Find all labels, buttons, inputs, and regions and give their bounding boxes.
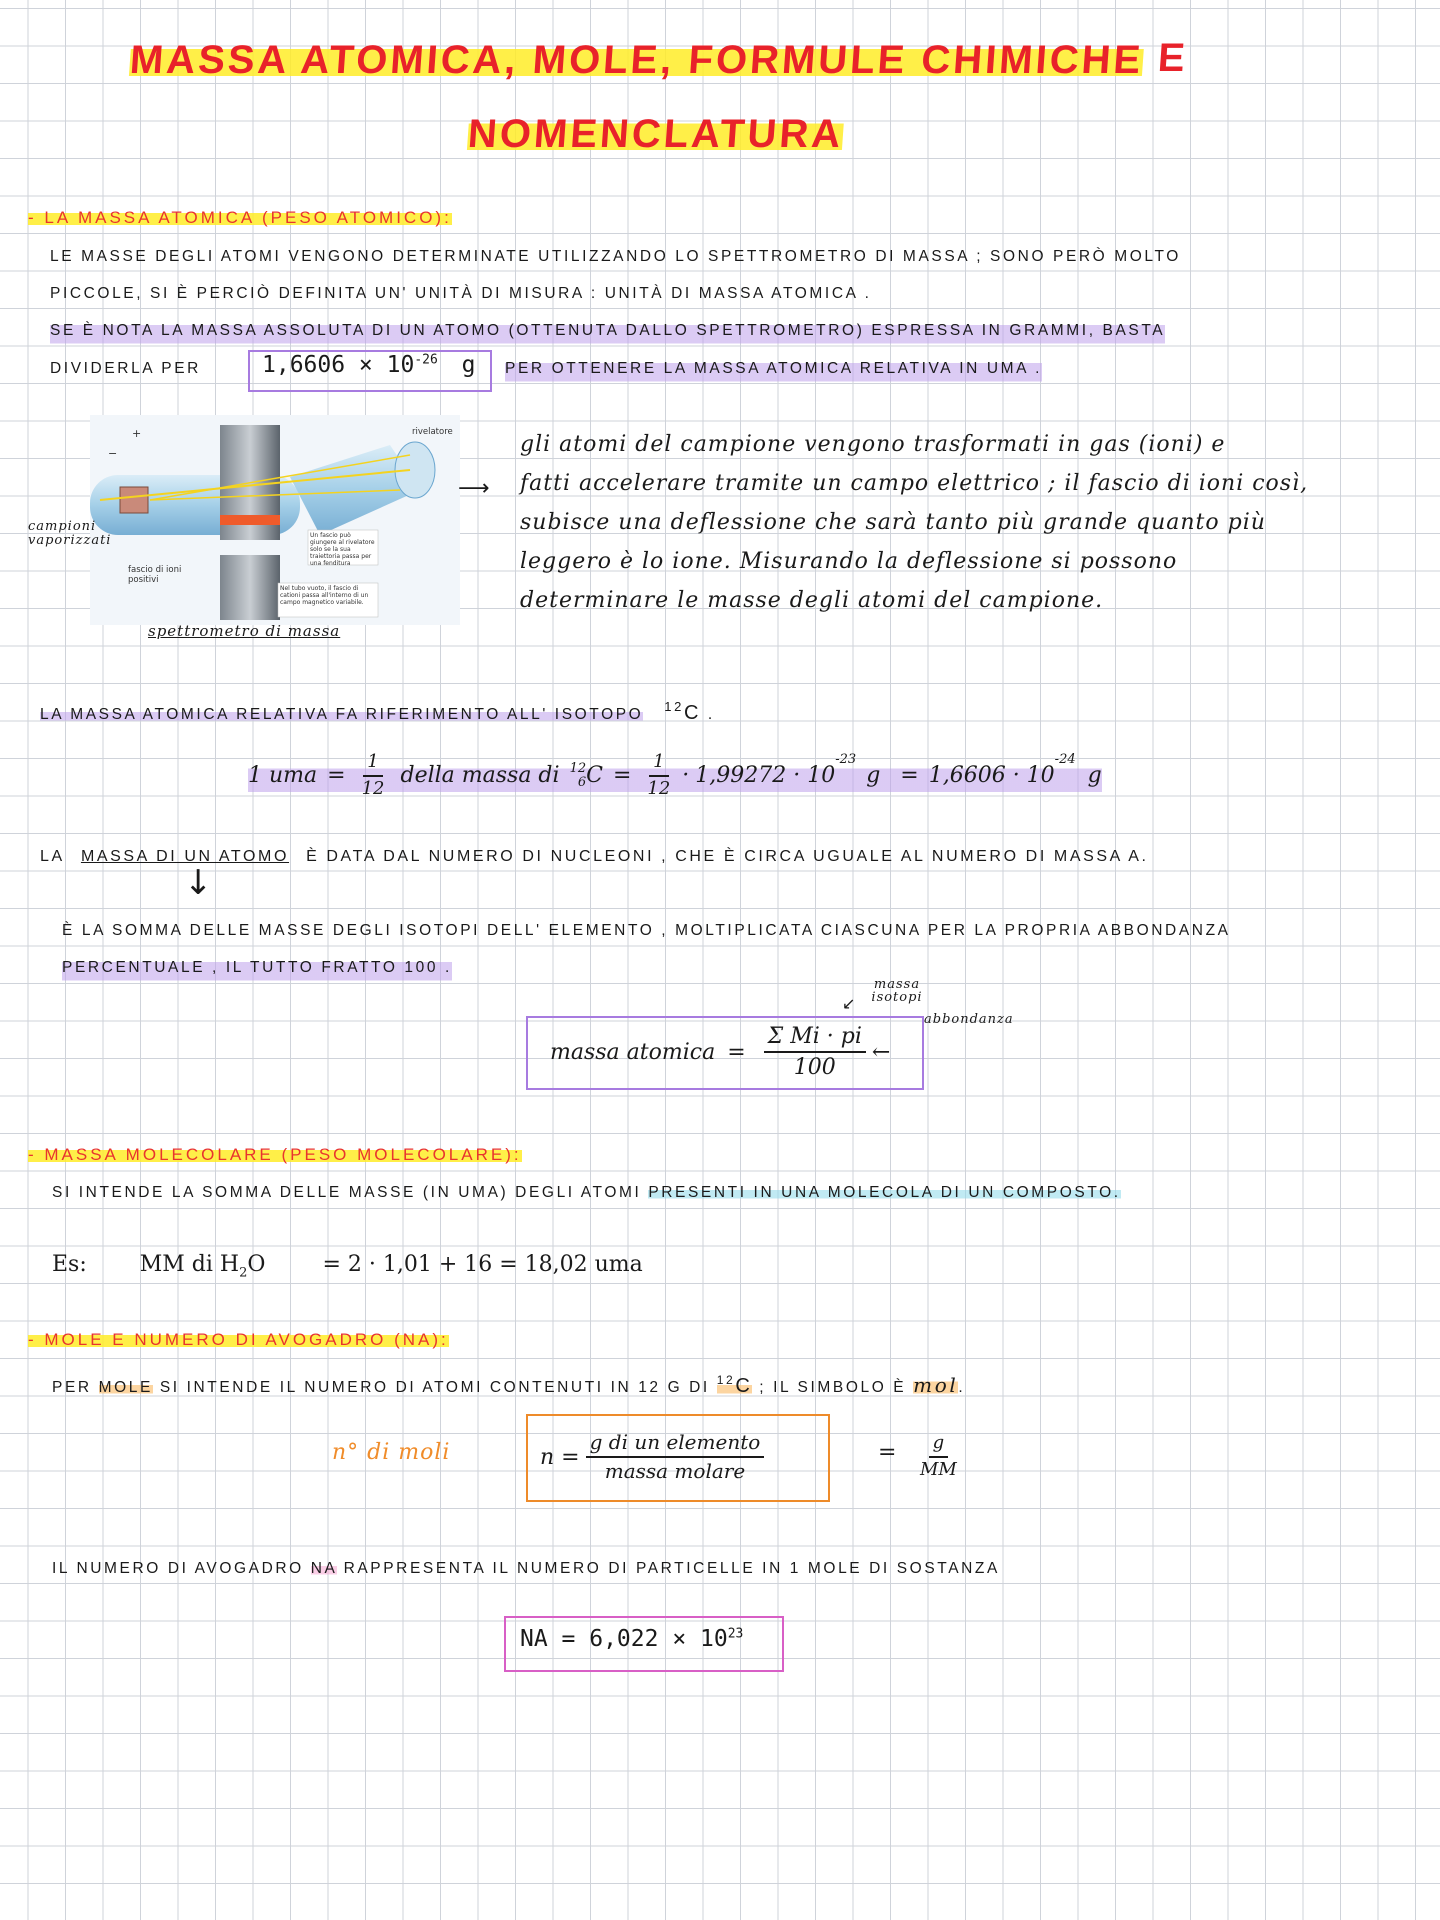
minus-sign: − <box>108 447 118 460</box>
note-arrow-icon: ↙ <box>842 994 856 1013</box>
para1-line1: LE MASSE DEGLI ATOMI VENGONO DETERMINATE UTILIZZANDO LO SPETTROMETRO DI MASSA ; SONO PERÒ MOLTO <box>50 248 1181 265</box>
para2-pre: DIVIDERLA PER <box>50 360 201 377</box>
relativa-line: LA MASSA ATOMICA RELATIVA FA RIFERIMENTO ALL' ISOTOPO $^{12}$C . <box>40 699 715 724</box>
desc-line: gli atomi del campione vengono trasformati in gas (ioni) e <box>520 432 1226 457</box>
avogadro-formula: NA = $6,022 \times 10^{23}$ <box>520 1626 744 1652</box>
note-massa-isotopi: massa isotopi <box>871 977 923 1005</box>
spectrometer-description <box>520 425 1420 620</box>
molecolare-definition: SI INTENDE LA SOMMA DELLE MASSE (IN UMA) DEGLI ATOMI PRESENTI IN UNA MOLECOLA DI UN COMPOSTO. <box>52 1184 1121 1201</box>
n-moli-label: n° di moli <box>332 1440 451 1465</box>
molecolare-example: Es: MM di $H_2O = 2 \cdot 1,01 + 16 = 18,02$ uma <box>52 1252 643 1281</box>
somma-paragraph <box>62 912 1432 986</box>
label-rivelatore: rivelatore <box>412 427 453 437</box>
massa-atomica-formula: massa atomica = $\frac{\text{Σ Mi · pi}}{100}$ ← <box>550 1023 891 1080</box>
annotation-campioni: campioni vaporizzati <box>28 519 112 548</box>
desc-line: subisce una deflessione che sarà tanto più grande quanto più <box>520 510 1266 535</box>
avogadro-definition: IL NUMERO DI AVOGADRO NA RAPPRESENTA IL NUMERO DI PARTICELLE IN 1 MOLE DI SOSTANZA <box>52 1560 1000 1577</box>
spectrometer-illustration <box>90 415 460 625</box>
spectrometer-figure <box>90 415 460 625</box>
desc-line: leggero è lo ione. Misurando la deflessione si possono <box>520 549 1178 574</box>
section-heading-massa-molecolare: - MASSA MOLECOLARE (PESO MOLECOLARE): <box>28 1145 522 1164</box>
uma-definition-formula: 1 uma = $\frac{1}{12}$ della massa di 12 6 C = $\frac{1}{12}$ · 1,99272 · 10 $^{-23}$ g = 1,6606 · 10 $^{-24}$ g <box>248 751 1102 799</box>
page-title-line2: NOMENCLATURA <box>466 112 845 156</box>
somma-line1: È LA SOMMA DELLE MASSE DEGLI ISOTOPI DELL' ELEMENTO , MOLTIPLICATA CIASCUNA PER LA PROPRIA ABBONDANZA <box>62 922 1231 939</box>
mole-definition: PER MOLE SI INTENDE IL NUMERO DI ATOMI CONTENUTI IN 12 G DI $^{12}$C ; IL SIMBOLO È mol. <box>52 1373 966 1397</box>
uma-value: $1,6606 \times 10^{-26}$ g <box>262 352 476 378</box>
arrow-down-icon: ↓ <box>184 863 213 903</box>
para2-line1: SE È NOTA LA MASSA ASSOLUTA DI UN ATOMO (OTTENUTA DALLO SPETTROMETRO) ESPRESSA IN GRAMMI, BASTA <box>50 312 1165 349</box>
desc-line: fatti accelerare tramite un campo elettrico ; il fascio di ioni così, <box>520 471 1309 496</box>
section-heading-mole: - MOLE E NUMERO DI AVOGADRO (NA): <box>28 1330 449 1349</box>
massa-atomica-paragraph-1 <box>50 238 1430 349</box>
figure-caption: spettrometro di massa <box>148 622 341 640</box>
para2-post: PER OTTENERE LA MASSA ATOMICA RELATIVA IN UMA . <box>505 350 1042 387</box>
moli-g-mm: $\frac{g}{MM}$ <box>920 1432 957 1480</box>
arrow-right-icon: ⟶ <box>458 476 490 501</box>
label-note1: Un fascio può giungere al rivelatore solo se la sua traiettoria passa per una fenditura <box>310 532 375 567</box>
moli-eq: = <box>878 1440 897 1465</box>
somma-line2: PERCENTUALE , IL TUTTO FRATTO 100 . <box>62 949 452 986</box>
label-note2: Nel tubo vuoto, il fascio di cationi passa all'interno di un campo magnetico variabile. <box>280 585 369 606</box>
nucleoni-line: LA MASSA DI UN ATOMO È DATA DAL NUMERO DI NUCLEONI , CHE È CIRCA UGUALE AL NUMERO DI MASSA A. <box>40 848 1149 865</box>
desc-line: determinare le masse degli atomi del campione. <box>520 588 1104 613</box>
label-fascio: fascio di ioni positivi <box>128 565 182 585</box>
para1-line2: PICCOLE, SI È PERCIÒ DEFINITA UN' UNITÀ DI MISURA : UNITÀ DI MASSA ATOMICA . <box>50 285 872 302</box>
page-title-line1: MASSA ATOMICA, MOLE, FORMULE CHIMICHE <box>128 38 1145 82</box>
note-abbondanza: abbondanza <box>924 1012 1014 1027</box>
plus-sign: + <box>132 427 142 440</box>
page-title-e: E <box>1156 36 1190 80</box>
moli-formula: n = $\frac{\text{g di un elemento}}{\text{massa molare}}$ <box>540 1420 770 1494</box>
section-heading-massa-atomica: - LA MASSA ATOMICA (PESO ATOMICO): <box>28 208 452 227</box>
